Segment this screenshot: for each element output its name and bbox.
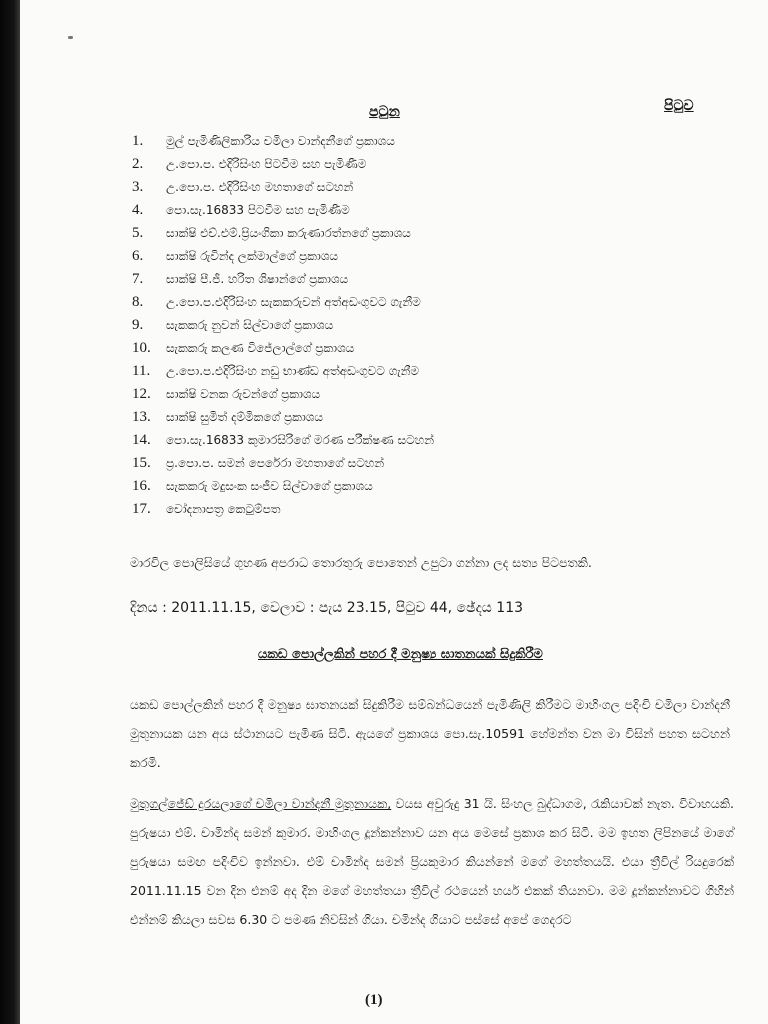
toc-item — [132, 360, 692, 383]
toc-number: 3. — [132, 179, 144, 195]
toc-text: සාක්ෂි සුමිත් දම්මිකගේ ප්‍රකාශය — [166, 410, 323, 424]
toc-number: 4. — [132, 202, 144, 218]
toc-text: සාක්ෂි රුවින්ද ලක්මාල්ගේ ප්‍රකාශය — [166, 249, 339, 263]
toc-number: 11. — [132, 363, 151, 379]
toc-text: චෝදනාපත්‍ර කෙටුම්පත — [166, 502, 281, 516]
toc-text: සැකකරු නුවන් සිල්වාගේ ප්‍රකාශය — [166, 318, 334, 332]
toc-text: ප්‍ර.පො.ප. සමන් පෙරේරා මහතාගේ සටහන් — [166, 456, 385, 470]
section-title: යකඩ පොල්ලකින් පහර දී මනුෂ්‍ය ඝාතනයක් සිදුකිරීම — [258, 647, 543, 662]
toc-text: සැකකරු මදුසංක සංජීව සිල්වාගේ ප්‍රකාශය — [166, 479, 373, 493]
toc-number: 1. — [132, 133, 144, 149]
toc-text: උ.පො.ප. එදිරිසිංහ පිටවීම සහ පැමිණීම — [166, 157, 367, 171]
toc-number: 7. — [132, 271, 144, 287]
toc-item — [132, 498, 692, 521]
toc-text: පො.සැ.16833 පිටවීම සහ පැමිණීම — [166, 203, 350, 217]
toc-item — [132, 130, 692, 153]
toc-item — [132, 383, 692, 406]
toc-number: 2. — [132, 156, 144, 172]
toc-number: 16. — [132, 478, 151, 494]
intro-paragraph: යකඩ පොල්ලකින් පහර දී මනුෂ්‍ය ඝාතනයක් සිදුකිරීම සම්බන්ධයෙන් පැමිණිලි කිරීමට මාහිංගල පදිංචි චමිලා වාන්දනී මුතුනායක යන අය ස්ථානයට පැමිණ සිටී. ඇයගේ ප්‍රකාශය පො.සැ.10591 හේමන්ත වන මා විසින් පහත සටහන් කරමි. — [130, 697, 730, 770]
toc-number: 15. — [132, 455, 151, 471]
date-reference-line: දිනය : 2011.11.15, වෙලාව : පැය 23.15, පිටුව 44, ඡේදය 113 — [130, 600, 524, 616]
scan-dark-edge — [0, 0, 20, 1024]
page-column-heading: පිටුව — [664, 98, 694, 114]
toc-item — [132, 429, 692, 452]
toc-item — [132, 337, 692, 360]
toc-item — [132, 245, 692, 268]
toc-text: සාක්ෂි එච්.එම්.ප්‍රියංගිකා කරුණාරත්නගේ ප්‍රකාශය — [166, 226, 411, 240]
toc-text: සාක්ෂි වනක රුවන්ගේ ප්‍රකාශය — [166, 387, 321, 401]
toc-text: උ.පො.ප.එදිරිසිංහ සැකකරුවන් අත්අඩංගුවට ගැනීම — [166, 295, 421, 309]
toc-text: පො.සැ.16833 කුමාරසිරිගේ මරණ පරීක්ෂණ සටහන් — [166, 433, 434, 447]
toc-number: 6. — [132, 248, 144, 264]
toc-number: 13. — [132, 409, 151, 425]
toc-item — [132, 406, 692, 429]
toc-number: 8. — [132, 294, 144, 310]
toc-number: 12. — [132, 386, 151, 402]
toc-item — [132, 475, 692, 498]
toc-item — [132, 199, 692, 222]
toc-number: 9. — [132, 317, 144, 333]
toc-text: උ.පො.ප.එදිරිසිංහ නඩු භාණ්ඩ අත්අඩංගුවට ගැනීම — [166, 364, 420, 378]
scan-speck — [68, 36, 73, 39]
toc-text: සැකකරු කලණ විජේලාල්ගේ ප්‍රකාශය — [166, 341, 355, 355]
toc-item — [132, 176, 692, 199]
toc-number: 10. — [132, 340, 151, 356]
toc-item — [132, 291, 692, 314]
contents-heading: පටුන — [369, 104, 400, 120]
statement-name: මුතුගල්ජේඩ් දුරයලාගේ චමිලා වාන්දනී මුතුනායක, — [130, 796, 392, 811]
toc-number: 14. — [132, 432, 151, 448]
statement-paragraph — [130, 789, 734, 934]
table-of-contents — [132, 130, 692, 521]
statement-body: වයස අවුරුදු 31 යි. සිංහල බුද්ධාගම, රැකියාවක් නැත. විවාහයකි. පුරුෂයා එම්. චාමින්ද සමන් කුමාර. මාහිංගල දූන්කන්නාව යන අය මෙසේ ප්‍රකාශ කර සිටී. මම ඉහත ලිපිනයේ මාගේ පුරුෂයා සමඟ පදිංචිව ඉන්නවා. එම් චාමින්ද සමන් ප්‍රියකුමාර කියන්නේ මගේ මහත්තයයි. එයා ත්‍රීවිල් රියදුරෙක් 2011.11.15 වන දින එනම් අද දින මගේ මහත්තයා ත්‍රීවිල් රථයෙන් හයර් එකක් තියනවා. මම දූන්කන්නාවට ගිහින් එන්නම් කියලා සවස 6.30 ට පමණ නිවසින් ගියා. චමින්ද ගියාට පස්සේ අපේ ගෙදරට — [130, 796, 734, 927]
toc-item — [132, 222, 692, 245]
source-note: මාරවිල පොලිසියේ ගුහණ අපරාධ තොරතුරු පොතෙන් උපුටා ගන්නා ලද සත්‍ය පිටපතකි. — [130, 555, 592, 570]
toc-number: 17. — [132, 501, 151, 517]
page-number: (1) — [365, 992, 383, 1008]
toc-item — [132, 153, 692, 176]
toc-text: සාක්ෂි පී.ජී. හරිත ශිෂාන්ගේ ප්‍රකාශය — [166, 272, 349, 286]
toc-text: මුල් පැමිණිලිකාරිය චමිලා වාන්දනීගේ ප්‍රකාශය — [166, 134, 395, 148]
toc-number: 5. — [132, 225, 144, 241]
toc-item — [132, 268, 692, 291]
document-page — [20, 0, 768, 1024]
toc-text: උ.පො.ප. එදිරිසිංහ මහතාගේ සටහන් — [166, 180, 354, 194]
toc-item — [132, 314, 692, 337]
toc-item — [132, 452, 692, 475]
